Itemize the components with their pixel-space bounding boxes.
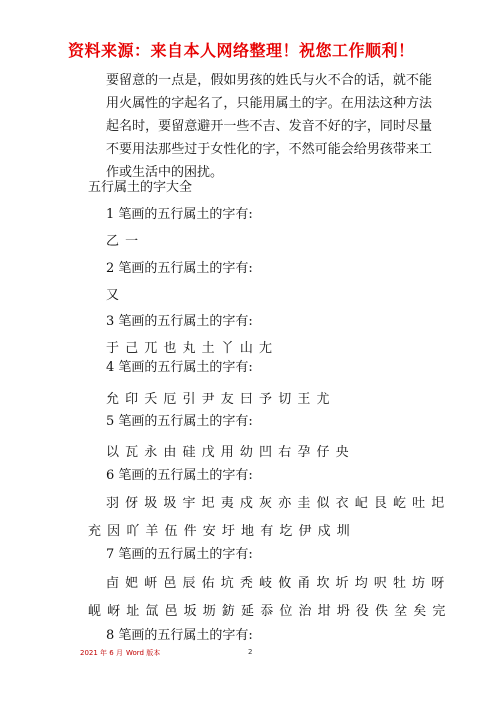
page-number: 2 xyxy=(248,648,253,656)
stroke-chars: 羽 伢 圾 圾 宇 圯 夷 戍 灰 亦 圭 似 衣 屺 艮 屹 吐 圯 xyxy=(106,496,446,511)
document-header: 资料来源：来自本人网络整理！祝您工作顺利！ xyxy=(68,41,415,60)
stroke-chars: 允 印 夭 厄 引 尹 友 曰 予 切 王 尤 xyxy=(106,392,331,407)
intro-paragraph-text: 要留意的一点是，假如男孩的姓氏与火不合的话，就不能用火属性的字起名了，只能用属土的字。在用法这种方法起名时，要留意避开一些不吉、发音不好的字，同时尽量不要用法那些过于女性化的字，不然可能会给男孩带来工作或生活中的困扰。 xyxy=(106,73,432,180)
stroke-label: 8 笔画的五行属土的字有: xyxy=(106,628,253,643)
footer-date: 2021 年 6 月 xyxy=(80,649,123,657)
stroke-label: 1 笔画的五行属土的字有: xyxy=(106,207,253,222)
stroke-chars: 充 因 吖 羊 伍 件 安 圩 地 有 圪 伊 戍 圳 xyxy=(88,524,351,539)
stroke-label: 2 笔画的五行属土的字有: xyxy=(106,261,253,276)
stroke-chars: 以 瓦 永 由 硅 戊 用 幼 凹 右 孕 仔 央 xyxy=(106,445,350,460)
stroke-label: 6 笔画的五行属土的字有: xyxy=(106,468,253,483)
stroke-label: 5 笔画的五行属土的字有: xyxy=(106,414,253,429)
stroke-chars: 岘 岈 址 氙 邑 坂 坜 鈁 延 忝 位 治 坩 坍 役 佚 坌 矣 完 xyxy=(88,604,447,619)
footer-word: Word 版本 xyxy=(126,649,161,657)
stroke-label: 7 笔画的五行属土的字有: xyxy=(106,547,253,562)
section-title: 五行属土的字大全 xyxy=(88,180,193,195)
stroke-chars: 又 xyxy=(106,288,121,303)
stroke-chars: 乙 一 xyxy=(106,234,140,249)
stroke-chars: 卣 妑 岍 邑 辰 佑 坑 秃 岐 攸 甬 坎 圻 均 呎 牡 坊 呀 xyxy=(106,576,446,591)
stroke-chars: 于 己 兀 也 丸 土 丫 山 尢 xyxy=(106,341,274,356)
stroke-label: 4 笔画的五行属土的字有: xyxy=(106,360,253,375)
stroke-label: 3 笔画的五行属土的字有: xyxy=(106,314,253,329)
intro-paragraph xyxy=(80,69,432,184)
